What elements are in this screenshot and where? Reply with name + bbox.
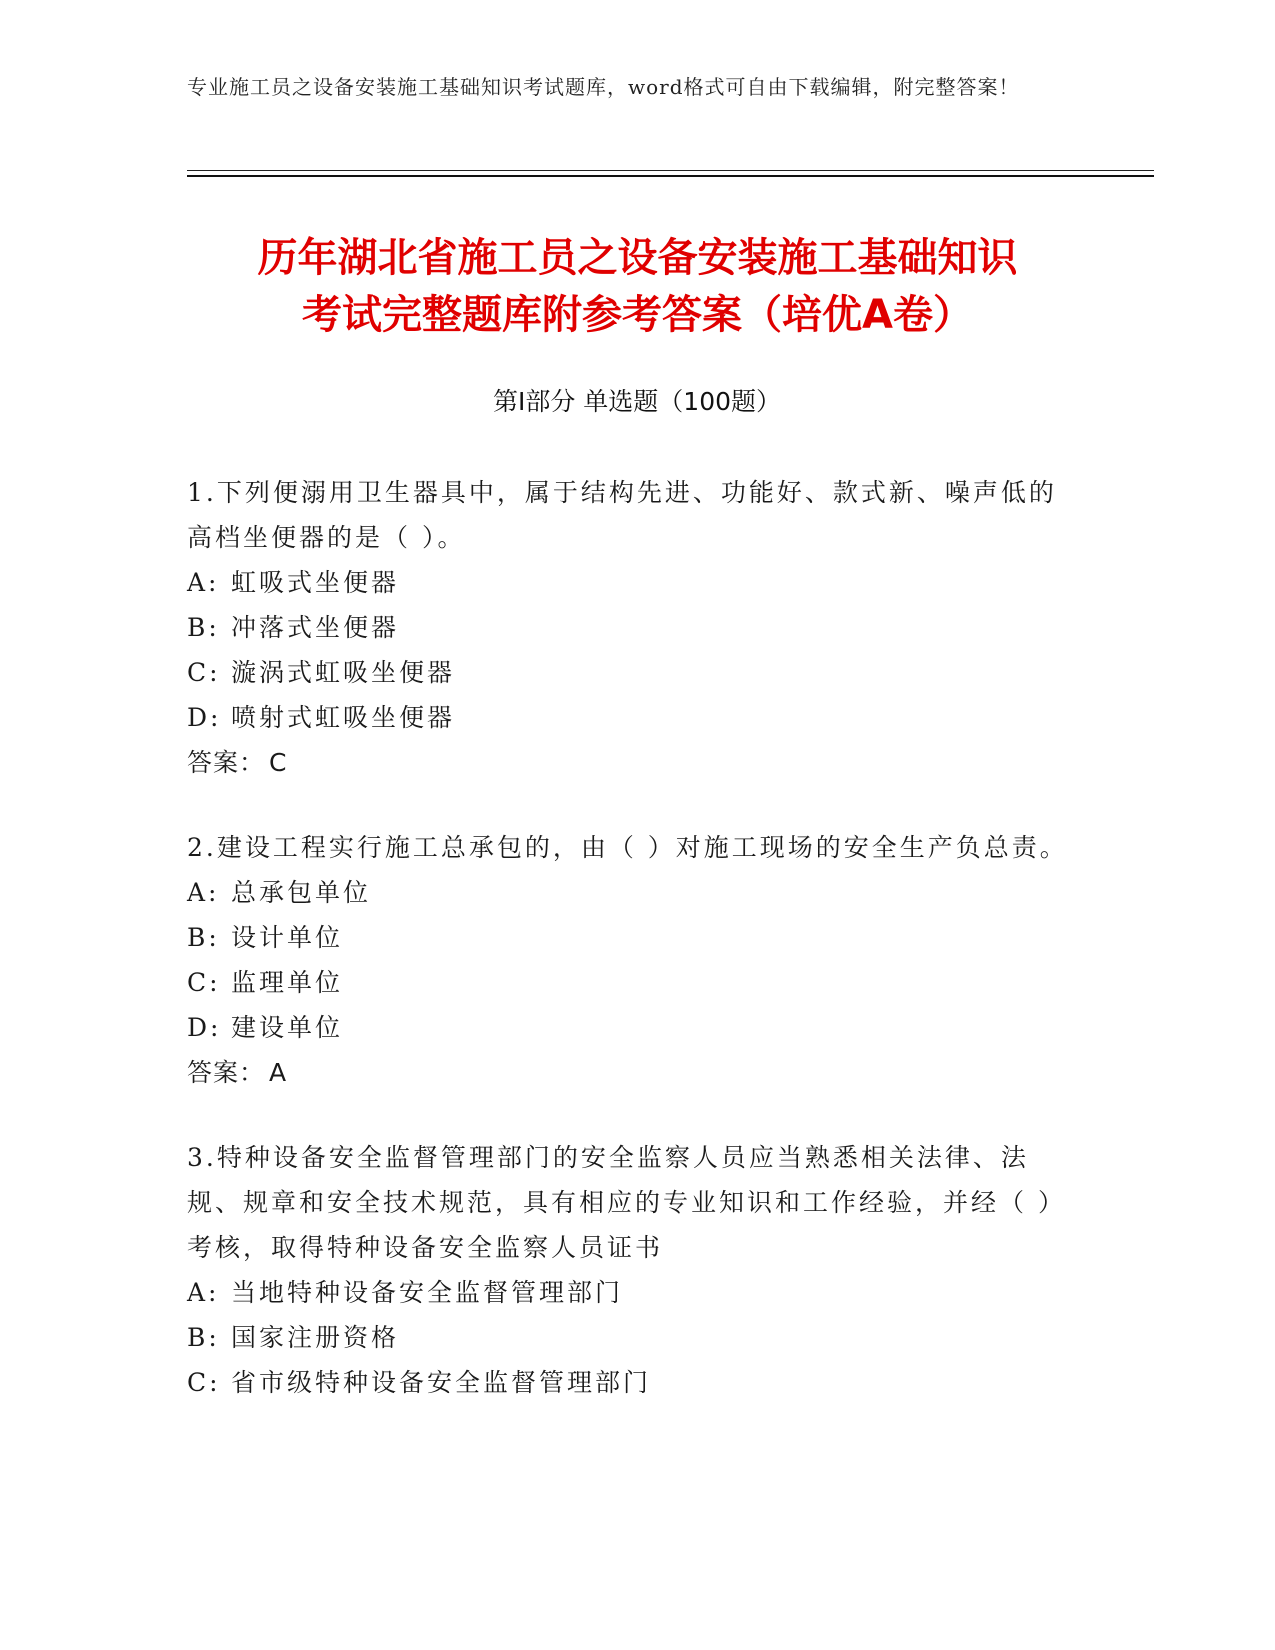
option-text: 虹吸式坐便器 [231,568,400,597]
option-text: 建设单位 [231,1013,344,1042]
option-b [187,605,1077,650]
option-d [187,1005,1077,1050]
question-1 [187,470,1077,785]
option-text: 总承包单位 [231,878,372,907]
option-text: 省市级特种设备安全监督管理部门 [231,1368,652,1397]
answer-label: 答案： [187,1058,266,1087]
answer-value: A [269,1058,288,1087]
answer [187,1050,1077,1095]
option-text: 冲落式坐便器 [231,613,400,642]
option-b [187,915,1077,960]
option-text: 当地特种设备安全监督管理部门 [231,1278,624,1307]
question-3 [187,1135,1077,1405]
option-letter: C: [187,658,221,687]
document-title-line-2: 考试完整题库附参考答案（培优A卷） [302,292,973,338]
header-note: 专业施工员之设备安装施工基础知识考试题库，word格式可自由下载编辑，附完整答案！ [187,75,1020,99]
option-letter: A: [187,878,220,907]
option-letter: A: [187,568,220,597]
option-letter: B: [187,613,220,642]
header-divider-bottom [187,175,1154,177]
option-letter: B: [187,923,220,952]
option-text: 设计单位 [231,923,344,952]
question-text: 3.特种设备安全监督管理部门的安全监察人员应当熟悉相关法律、法规、规章和安全技术规范，具有相应的专业知识和工作经验，并经（ ）考核，取得特种设备安全监察人员证书 [187,1143,1066,1262]
option-text: 国家注册资格 [231,1323,400,1352]
question-text: 2.建设工程实行施工总承包的，由（ ）对施工现场的安全生产负总责。 [187,833,1068,862]
option-text: 喷射式虹吸坐便器 [231,703,456,732]
document-title-line-1: 历年湖北省施工员之设备安装施工基础知识 [257,235,1018,281]
option-text: 漩涡式虹吸坐便器 [231,658,456,687]
option-letter: C: [187,1368,221,1397]
question-2 [187,825,1077,1095]
answer-label: 答案： [187,748,266,777]
question-text: 1.下列便溺用卫生器具中，属于结构先进、功能好、款式新、噪声低的高档坐便器的是（ ）。 [187,478,1057,552]
answer-value: C [269,748,288,777]
option-a [187,870,1077,915]
document-title [150,230,1125,344]
option-c [187,960,1077,1005]
option-c [187,1360,1077,1405]
option-letter: D: [187,1013,222,1042]
option-letter: C: [187,968,221,997]
option-d [187,695,1077,740]
option-letter: A: [187,1278,220,1307]
option-a [187,1270,1077,1315]
option-c [187,650,1077,695]
option-b [187,1315,1077,1360]
section-heading: 第Ⅰ部分 单选题（100题） [492,387,782,416]
header-divider-top [187,170,1154,171]
option-text: 监理单位 [231,968,344,997]
question-list [187,470,1077,1445]
option-letter: B: [187,1323,220,1352]
answer [187,740,1077,785]
option-a [187,560,1077,605]
option-letter: D: [187,703,222,732]
